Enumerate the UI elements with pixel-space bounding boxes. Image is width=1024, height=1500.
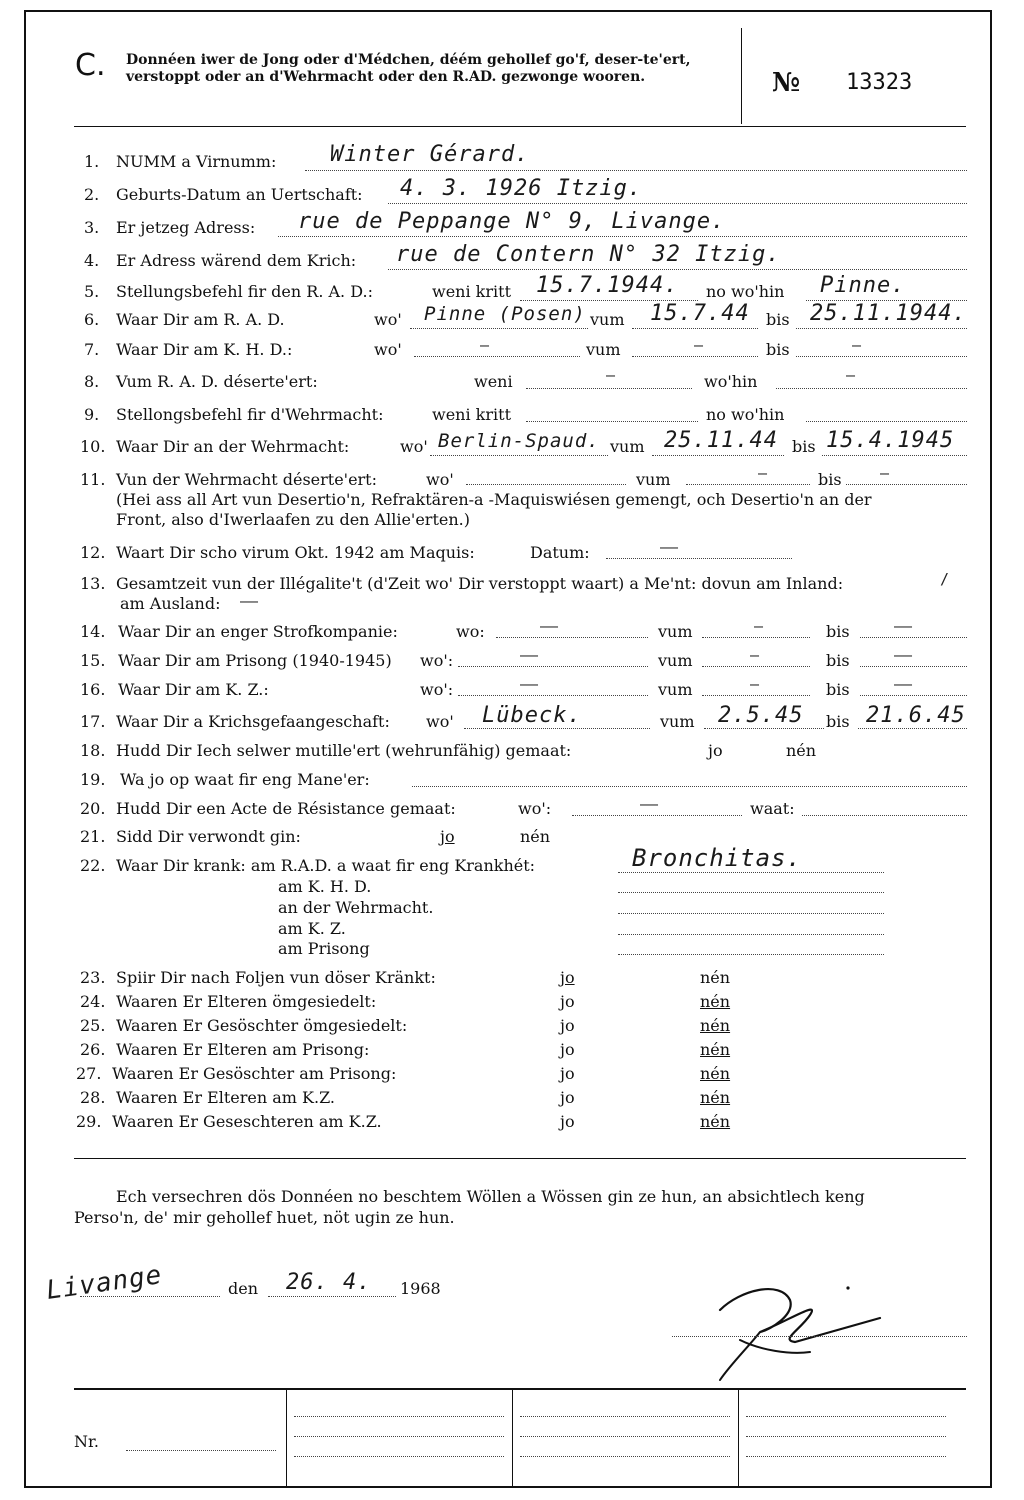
fill-line bbox=[618, 913, 884, 914]
fill-line bbox=[388, 269, 967, 270]
row-number: 12. bbox=[80, 543, 106, 562]
row-number: 6. bbox=[84, 310, 100, 329]
row-label: no wo'hin bbox=[706, 282, 785, 301]
row-option: jo bbox=[560, 1112, 575, 1131]
fill-line bbox=[294, 1416, 504, 1417]
fill-line bbox=[294, 1436, 504, 1437]
fill-line bbox=[632, 328, 758, 329]
fill-line bbox=[858, 728, 967, 729]
row-label: weni bbox=[474, 372, 513, 391]
row-number: 28. bbox=[80, 1088, 106, 1107]
row-label: NUMM a Virnumm: bbox=[116, 152, 277, 171]
row-number: 2. bbox=[84, 185, 100, 204]
row-number: 20. bbox=[80, 799, 106, 818]
row-option-selected: jo bbox=[440, 827, 455, 846]
row-note: Front, also d'Iwerlaafen zu den Allie'erten.) bbox=[116, 510, 470, 529]
row-label: vum bbox=[658, 680, 693, 699]
handwritten-value: 4. 3. 1926 Itzig. bbox=[400, 176, 643, 201]
row-number: 5. bbox=[84, 282, 100, 301]
fill-line bbox=[860, 666, 967, 667]
handwritten-value: 15.7.1944. bbox=[536, 273, 679, 298]
row-label: Datum: bbox=[530, 543, 590, 562]
row-option: jo bbox=[560, 1088, 575, 1107]
row-sublabel: an der Wehrmacht. bbox=[278, 898, 434, 917]
fill-line bbox=[458, 695, 648, 696]
row-option-selected: nén bbox=[700, 1064, 731, 1083]
row-label: wo' bbox=[426, 470, 454, 489]
row-number: 15. bbox=[80, 651, 106, 670]
fill-line bbox=[632, 356, 758, 357]
row-option-selected: jo bbox=[560, 968, 575, 987]
row-label: weni kritt bbox=[432, 405, 511, 424]
handwritten-value: 2.5.45 bbox=[718, 703, 804, 728]
row-label: weni kritt bbox=[432, 282, 511, 301]
row-label: Waar Dir an der Wehrmacht: bbox=[116, 437, 350, 456]
row-label: Geburts-Datum an Uertschaft: bbox=[116, 185, 363, 204]
dash-mark: —— bbox=[540, 617, 559, 635]
handwritten-value: 15.4.1945 bbox=[826, 428, 955, 453]
handwritten-value: rue de Peppange N° 9, Livange. bbox=[298, 209, 726, 234]
row-option: jo bbox=[560, 1040, 575, 1059]
fill-line bbox=[520, 1416, 730, 1417]
row-label: Spiir Dir nach Foljen vun döser Kränkt: bbox=[116, 968, 436, 987]
row-label: bis bbox=[826, 712, 850, 731]
row-option-selected: nén bbox=[700, 1016, 731, 1035]
signature-line bbox=[672, 1336, 967, 1337]
dash-mark: —— bbox=[894, 675, 913, 693]
fill-line bbox=[410, 328, 588, 329]
dash-mark: —— bbox=[640, 795, 659, 813]
form-number: 13323 bbox=[846, 70, 913, 95]
row-number: 24. bbox=[80, 992, 106, 1011]
row-label: vum bbox=[590, 310, 625, 329]
row-label: bis bbox=[826, 680, 850, 699]
row-label: Wa jo op waat fir eng Mane'er: bbox=[120, 770, 370, 789]
row-label: vum bbox=[658, 622, 693, 641]
fill-line bbox=[806, 421, 967, 422]
footer-divider bbox=[738, 1389, 739, 1487]
row-label: wo': bbox=[420, 680, 454, 699]
row-number: 26. bbox=[80, 1040, 106, 1059]
handwritten-value: Pinne (Posen) bbox=[424, 303, 586, 325]
row-label: vum bbox=[660, 712, 695, 731]
fill-line bbox=[846, 484, 967, 485]
header-rule bbox=[74, 126, 966, 127]
fill-line bbox=[802, 815, 967, 816]
row-label: Waaren Er Gesöschter am Prisong: bbox=[112, 1064, 397, 1083]
declaration-line: Perso'n, de' mir gehollef huet, nöt ugin ze hun. bbox=[74, 1208, 455, 1227]
handwritten-value: 25.11.1944. bbox=[810, 301, 967, 326]
handwritten-value: Pinne. bbox=[820, 273, 906, 298]
dash-mark: —— bbox=[894, 617, 913, 635]
row-option-selected: nén bbox=[700, 1088, 731, 1107]
fill-line bbox=[268, 1296, 396, 1297]
row-number: 14. bbox=[80, 622, 106, 641]
row-label: wo' bbox=[374, 310, 402, 329]
row-number: 17. bbox=[80, 712, 106, 731]
number-sign: № bbox=[772, 68, 801, 98]
fill-line bbox=[458, 666, 648, 667]
row-number: 23. bbox=[80, 968, 106, 987]
fill-line bbox=[618, 954, 884, 955]
row-label: vum bbox=[658, 651, 693, 670]
row-label: Vum R. A. D. déserte'ert: bbox=[116, 372, 318, 391]
row-sublabel: am K. Z. bbox=[278, 919, 346, 938]
row-label: wo'hin bbox=[704, 372, 758, 391]
row-label: vum bbox=[610, 437, 645, 456]
fill-line bbox=[746, 1456, 946, 1457]
fill-line bbox=[606, 558, 792, 559]
fill-line bbox=[388, 203, 967, 204]
row-label: bis bbox=[766, 340, 790, 359]
row-option: jo bbox=[560, 1064, 575, 1083]
row-label: Waaren Er Gesöschter ömgesiedelt: bbox=[116, 1016, 408, 1035]
row-label: Stellongsbefehl fir d'Wehrmacht: bbox=[116, 405, 384, 424]
date-handwritten: 26. 4. bbox=[286, 1270, 372, 1295]
section-letter: C. bbox=[75, 48, 106, 83]
fill-line bbox=[860, 637, 967, 638]
fill-line bbox=[618, 872, 884, 873]
row-number: 22. bbox=[80, 856, 106, 875]
fill-line bbox=[278, 236, 967, 237]
fill-line bbox=[414, 356, 580, 357]
dash-mark: — bbox=[754, 617, 764, 635]
row-label: Waaren Er Elteren am Prisong: bbox=[116, 1040, 370, 1059]
fill-line bbox=[686, 484, 810, 485]
handwritten-value: 25.11.44 bbox=[664, 428, 778, 453]
row-number: 27. bbox=[76, 1064, 102, 1083]
fill-line bbox=[618, 892, 884, 893]
handwritten-value: Lübeck. bbox=[482, 703, 582, 728]
row-option-selected: nén bbox=[700, 1112, 731, 1131]
row-label: wo' bbox=[400, 437, 428, 456]
row-label: Waar Dir am Prisong (1940-1945) bbox=[118, 651, 392, 670]
dash-mark: / bbox=[940, 570, 950, 588]
fill-line bbox=[520, 1456, 730, 1457]
row-label: Waaren Er Geseschteren am K.Z. bbox=[112, 1112, 382, 1131]
year-text: 1968 bbox=[400, 1279, 441, 1298]
row-label: Waar Dir am K. Z.: bbox=[118, 680, 269, 699]
header-text: Donnéen iwer de Jong oder d'Médchen, déém gehollef go'f, deser-te'ert, verstoppt oder an d'Wehrmacht oder den R.AD. gezwonge wooren. bbox=[126, 52, 691, 85]
row-number: 1. bbox=[84, 152, 100, 171]
dash-mark: —— bbox=[894, 646, 913, 664]
row-number: 21. bbox=[80, 827, 106, 846]
fill-line bbox=[746, 1436, 946, 1437]
row-label: bis bbox=[766, 310, 790, 329]
row-label: waat: bbox=[750, 799, 795, 818]
dash-mark: — bbox=[480, 336, 490, 354]
row-number: 16. bbox=[80, 680, 106, 699]
fill-line bbox=[464, 728, 650, 729]
row-label: Waar Dir am R. A. D. bbox=[116, 310, 285, 329]
dash-mark: — bbox=[750, 646, 760, 664]
dash-mark: — bbox=[750, 675, 760, 693]
signature bbox=[700, 1270, 900, 1390]
row-label: Waar Dir krank: am R.A.D. a waat fir eng Krankhét: bbox=[116, 856, 536, 875]
fill-line bbox=[412, 786, 967, 787]
fill-line bbox=[526, 421, 698, 422]
fill-line bbox=[126, 1450, 276, 1451]
row-number: 25. bbox=[80, 1016, 106, 1035]
place-handwritten: Livange bbox=[44, 1260, 165, 1306]
row-label: Gesamtzeit vun der Illégalite't (d'Zeit wo' Dir verstoppt waart) a Me'nt: dovun am Inland: bbox=[116, 574, 844, 593]
row-label: Hudd Dir een Acte de Résistance gemaat: bbox=[116, 799, 456, 818]
fill-line bbox=[618, 934, 884, 935]
nr-label: Nr. bbox=[74, 1432, 99, 1451]
fill-line bbox=[860, 695, 967, 696]
row-label: Er jetzeg Adress: bbox=[116, 218, 256, 237]
row-label: wo' bbox=[374, 340, 402, 359]
dash-mark: —— bbox=[520, 646, 539, 664]
row-label: no wo'hin bbox=[706, 405, 785, 424]
row-number: 4. bbox=[84, 251, 100, 270]
row-number: 7. bbox=[84, 340, 100, 359]
fill-line bbox=[704, 728, 824, 729]
footer-divider bbox=[512, 1389, 513, 1487]
row-sublabel: am Prisong bbox=[278, 939, 370, 958]
handwritten-value: Winter Gérard. bbox=[330, 142, 530, 167]
dash-mark: — bbox=[606, 366, 616, 384]
row-label: wo: bbox=[456, 622, 485, 641]
row-number: 18. bbox=[80, 741, 106, 760]
row-label: bis bbox=[826, 651, 850, 670]
row-option: nén bbox=[520, 827, 551, 846]
fill-line bbox=[305, 170, 967, 171]
row-label: bis bbox=[826, 622, 850, 641]
row-label: Waart Dir scho virum Okt. 1942 am Maquis: bbox=[116, 543, 475, 562]
dash-mark: —— bbox=[240, 592, 259, 610]
row-label: Sidd Dir verwondt gin: bbox=[116, 827, 301, 846]
row-number: 29. bbox=[76, 1112, 102, 1131]
den-label: den bbox=[228, 1279, 259, 1298]
row-label: Hudd Dir Iech selwer mutille'ert (wehrunfähig) gemaat: bbox=[116, 741, 572, 760]
row-option-selected: nén bbox=[700, 1040, 731, 1059]
row-option: nén bbox=[700, 968, 731, 987]
row-number: 8. bbox=[84, 372, 100, 391]
fill-line bbox=[796, 328, 967, 329]
fill-line bbox=[520, 1436, 730, 1437]
row-option: jo bbox=[560, 1016, 575, 1035]
fill-line bbox=[702, 666, 810, 667]
fill-line bbox=[796, 356, 967, 357]
fill-line bbox=[496, 637, 648, 638]
row-number: 11. bbox=[80, 470, 106, 489]
handwritten-value: rue de Contern N° 32 Itzig. bbox=[396, 242, 781, 267]
fill-line bbox=[822, 455, 967, 456]
row-number: 3. bbox=[84, 218, 100, 237]
fill-line bbox=[746, 1416, 946, 1417]
row-label: bis bbox=[818, 470, 842, 489]
footer-top-rule bbox=[74, 1388, 966, 1390]
row-label: Waaren Er Elteren am K.Z. bbox=[116, 1088, 336, 1107]
handwritten-value: 15.7.44 bbox=[650, 301, 750, 326]
dash-mark: — bbox=[694, 336, 704, 354]
row-label: Stellungsbefehl fir den R. A. D.: bbox=[116, 282, 373, 301]
footer-divider bbox=[286, 1389, 287, 1487]
row-label: wo': bbox=[518, 799, 552, 818]
row-label: wo' bbox=[426, 712, 454, 731]
row-number: 10. bbox=[80, 437, 106, 456]
row-label: Vun der Wehrmacht déserte'ert: bbox=[116, 470, 377, 489]
fill-line bbox=[294, 1456, 504, 1457]
row-number: 19. bbox=[80, 770, 106, 789]
row-label: Er Adress wärend dem Krich: bbox=[116, 251, 357, 270]
fill-line bbox=[430, 455, 608, 456]
row-label: Waar Dir an enger Strofkompanie: bbox=[118, 622, 398, 641]
fill-line bbox=[572, 815, 742, 816]
row-sublabel: am K. H. D. bbox=[278, 877, 372, 896]
handwritten-value: Bronchitas. bbox=[632, 844, 802, 872]
handwritten-value: 21.6.45 bbox=[866, 703, 966, 728]
fill-line bbox=[652, 455, 784, 456]
row-label: vum bbox=[636, 470, 671, 489]
fill-line bbox=[702, 695, 810, 696]
dash-mark: —— bbox=[660, 538, 679, 556]
declaration-line: Ech versechren dös Donnéen no beschtem Wöllen a Wössen gin ze hun, an absichtlech keng bbox=[116, 1187, 865, 1206]
row-number: 13. bbox=[80, 574, 106, 593]
section-rule bbox=[74, 1158, 966, 1159]
row-label: wo': bbox=[420, 651, 454, 670]
fill-line bbox=[526, 388, 692, 389]
fill-line bbox=[776, 388, 967, 389]
row-label: vum bbox=[586, 340, 621, 359]
dash-mark: — bbox=[880, 464, 890, 482]
dash-mark: —— bbox=[520, 675, 539, 693]
dash-mark: — bbox=[846, 366, 856, 384]
row-note: (Hei ass all Art vun Desertio'n, Refraktären-a -Maquiswiésen gemengt, och Desertio'n an der bbox=[116, 490, 872, 509]
dash-mark: — bbox=[758, 464, 768, 482]
row-note: am Ausland: bbox=[120, 594, 221, 613]
handwritten-value: Berlin-Spaud. bbox=[438, 430, 600, 452]
row-label: Waar Dir a Krichsgefaangeschaft: bbox=[116, 712, 390, 731]
row-option: jo bbox=[708, 741, 723, 760]
row-number: 9. bbox=[84, 405, 100, 424]
header-divider bbox=[741, 28, 742, 124]
dash-mark: — bbox=[852, 336, 862, 354]
row-label: Waar Dir am K. H. D.: bbox=[116, 340, 293, 359]
row-label: bis bbox=[792, 437, 816, 456]
row-option: jo bbox=[560, 992, 575, 1011]
row-option: nén bbox=[786, 741, 817, 760]
fill-line bbox=[466, 484, 626, 485]
row-option-selected: nén bbox=[700, 992, 731, 1011]
row-label: Waaren Er Elteren ömgesiedelt: bbox=[116, 992, 377, 1011]
fill-line bbox=[702, 637, 810, 638]
